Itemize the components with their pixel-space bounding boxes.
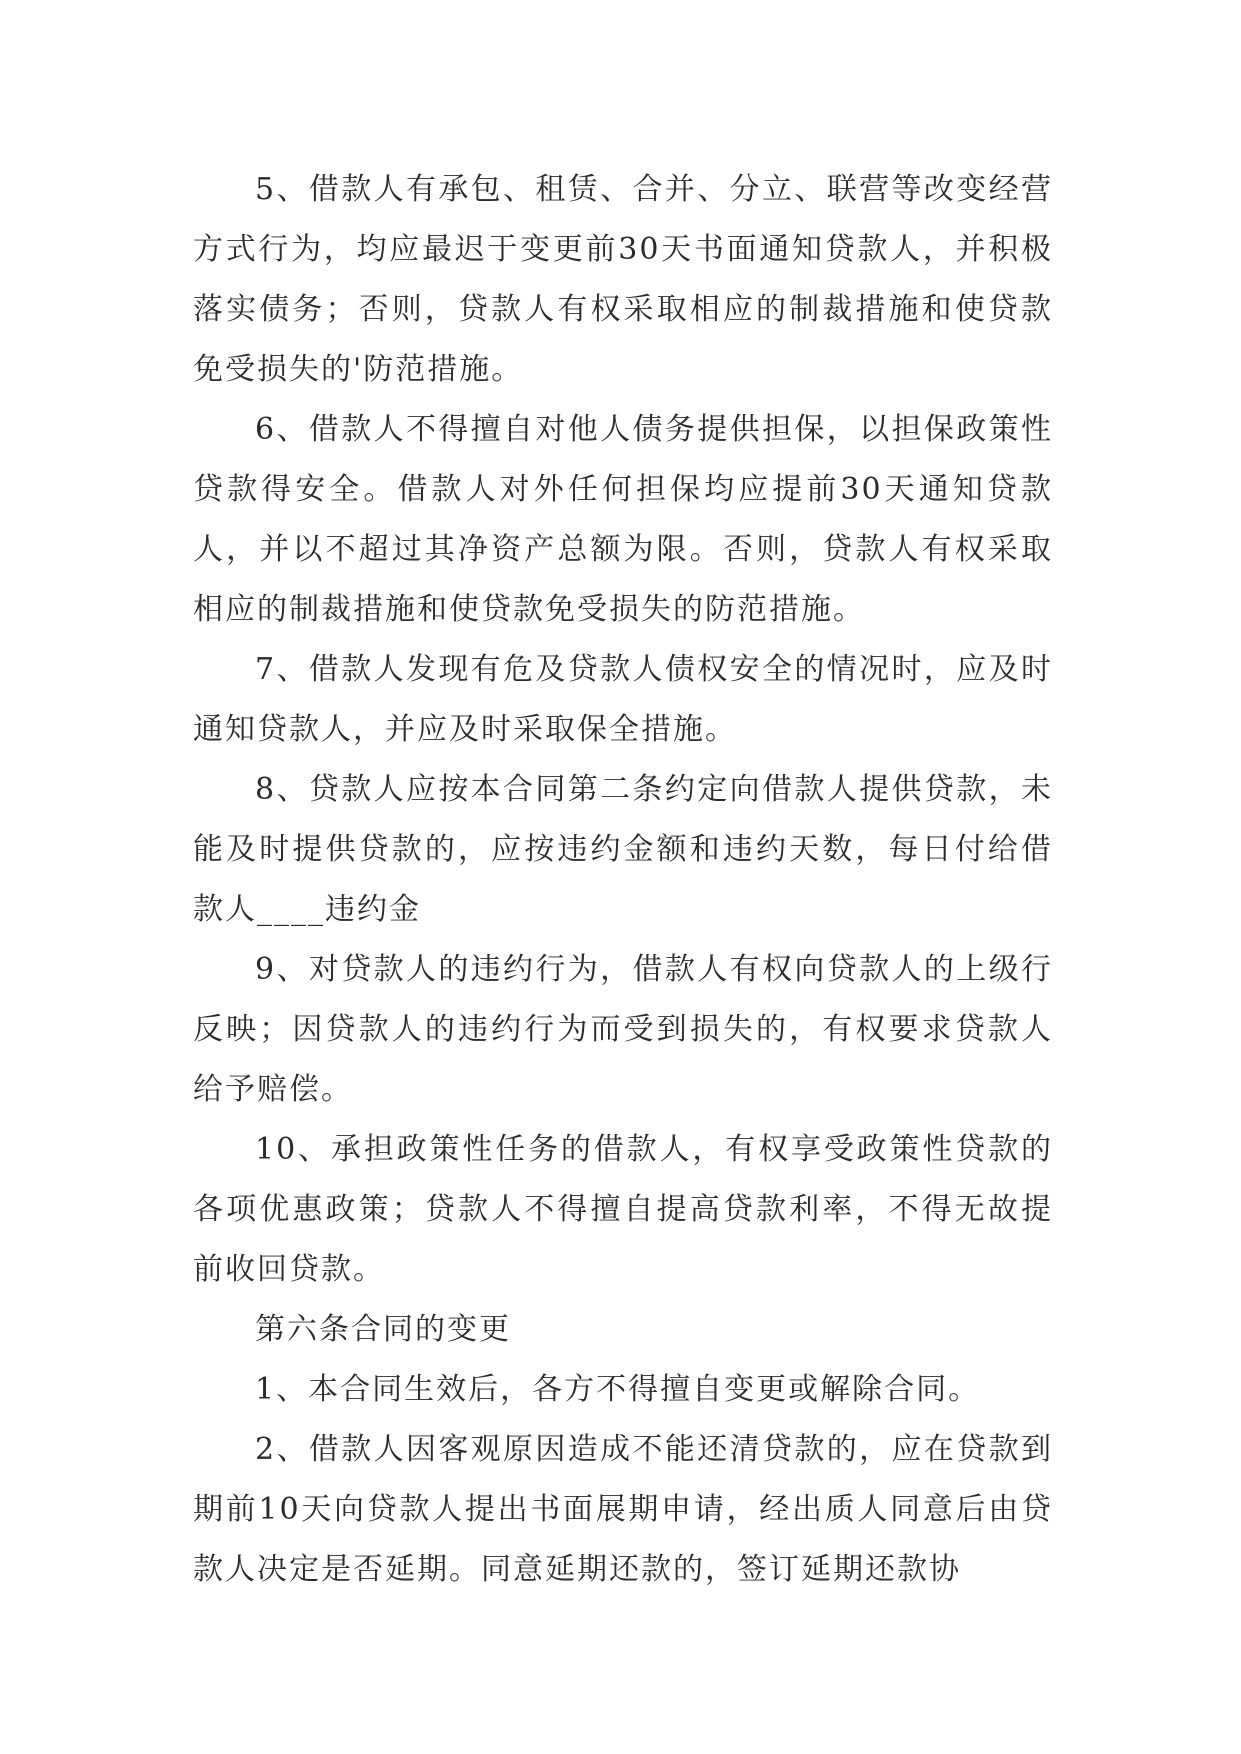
clause-9-paragraph: 9、对贷款人的违约行为，借款人有权向贷款人的上级行反映；因贷款人的违约行为而受到损失的，有权要求贷款人给予赔偿。 <box>193 952 1053 1107</box>
section-heading-article-6: 第六条合同的变更 <box>255 1312 511 1347</box>
clause-6-paragraph: 6、借款人不得擅自对他人债务提供担保，以担保政策性贷款得安全。借款人对外任何担保均应提前30天通知贷款人，并以不超过其净资产总额为限。否则，贷款人有权采取相应的制裁措施和使贷款免受损失的防范措施。 <box>193 412 1053 627</box>
clause-7-paragraph: 7、借款人发现有危及贷款人债权安全的情况时，应及时通知贷款人，并应及时采取保全措施。 <box>193 652 1053 747</box>
change-clause-1-paragraph: 1、本合同生效后，各方不得擅自变更或解除合同。 <box>255 1372 981 1407</box>
clause-8-paragraph: 8、贷款人应按本合同第二条约定向借款人提供贷款，未能及时提供贷款的，应按违约金额和违约天数，每日付给借款人____违约金 <box>193 772 1053 927</box>
clause-10-paragraph: 10、承担政策性任务的借款人，有权享受政策性贷款的各项优惠政策；贷款人不得擅自提高贷款利率，不得无故提前收回贷款。 <box>193 1132 1053 1287</box>
clause-5-paragraph: 5、借款人有承包、租赁、合并、分立、联营等改变经营方式行为，均应最迟于变更前30天书面通知贷款人，并积极落实债务；否则，贷款人有权采取相应的制裁措施和使贷款免受损失的'防范措施。 <box>193 172 1053 387</box>
document-body <box>193 160 1053 1600</box>
change-clause-2-paragraph: 2、借款人因客观原因造成不能还清贷款的，应在贷款到期前10天向贷款人提出书面展期申请，经出质人同意后由贷款人决定是否延期。同意延期还款的，签订延期还款协 <box>193 1432 1053 1587</box>
